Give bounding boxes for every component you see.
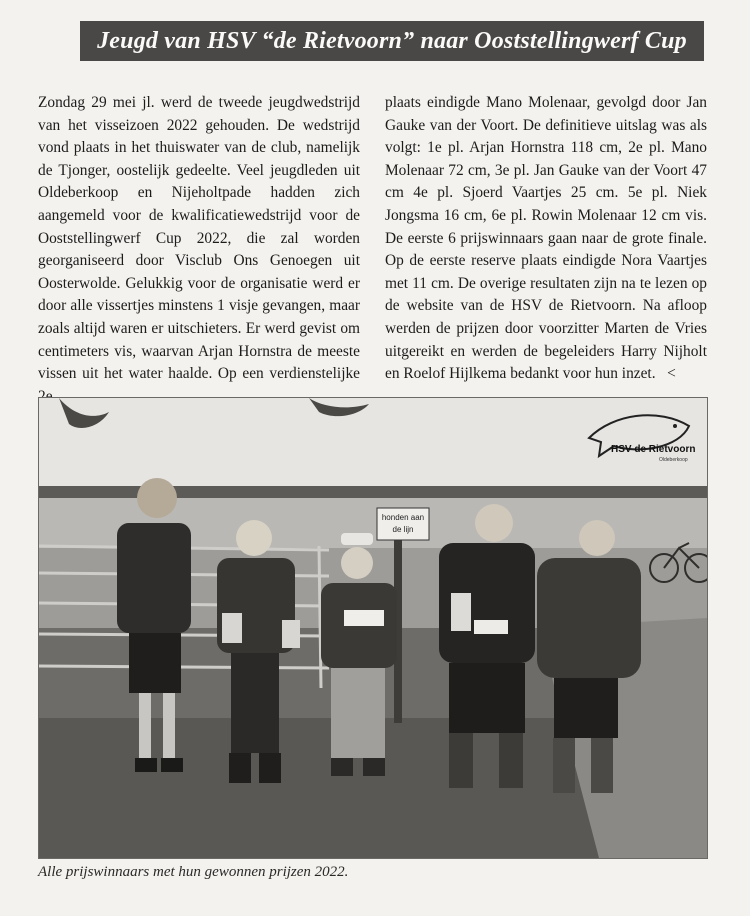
sign-board xyxy=(377,508,429,540)
photo-caption: Alle prijswinnaars met hun gewonnen prijzen 2022. xyxy=(38,864,349,880)
article-body-right xyxy=(385,92,707,386)
logo-subtext: Oldeberkoop xyxy=(659,457,688,463)
article-title: Jeugd van HSV “de Rietvoorn” naar Ooststellingwerf Cup xyxy=(97,27,687,54)
photo-scene xyxy=(39,398,707,858)
end-mark: < xyxy=(667,365,676,383)
logo-text: HSV de Rietvoorn xyxy=(611,444,696,455)
trophy-icon-2 xyxy=(451,593,471,631)
sign-text-2: de lijn xyxy=(392,525,414,534)
article-title-bar xyxy=(80,21,704,61)
article-body-left: Zondag 29 mei jl. werd de tweede jeugdwedstrijd van het visseizoen 2022 gehouden. De wedstrijd vond plaats in het thuiswater van de club, namelijk de Tjonger, oostelijk gedeelte. Veel jeugdleden uit Oldeberkoop en Nijeholtpade hadden zich aangemeld voor de kwalificatiewedstrijd voor de Ooststellingwerf Cup 2022, die zal worden georganiseerd door Visclub Ons Genoegen uit Oosterwolde. Gelukkig voor de organisatie werd er door alle vissertjes minstens 1 visje gevangen, maar zoals altijd waren er uitschieters. Er werd gevist om centimeters vis, waarvan Arjan Hornstra de meeste vissen uit het water haalde. Op een verdienstelijke xyxy=(38,94,360,383)
article-column-right xyxy=(385,92,707,386)
group-photo xyxy=(38,397,708,859)
sign-text-1: honden aan xyxy=(381,513,425,522)
article-column-left xyxy=(38,92,360,408)
article-body-right-text: plaats eindigde Mano Molenaar, gevolgd door Jan Gauke van der Voort. De definitieve uitslag was als volgt: 1e pl. Arjan Hornstra 118 cm, 2e pl. Mano Molenaar 72 cm, 3e pl. Jan Gauke van der Voort 47 cm 4e pl. Sjoerd Vaartjes 25 cm. 5e pl. Niek Jongsma 16 cm, 6e pl. Rowin Molenaar 12 cm vis. De eerste 6 prijswinnaars gaan naar de grote finale. Op de eerste reserve plaats eindigde Nora Vaartjes met 11 cm. De overige resultaten zijn na te lezen op de website van de HSV de Rietvoorn. Na afloop werden de prijzen door voorzitter Marten de Vries uitgereikt en werden de begeleiders Harry Nijholt en Roelof Hijlkema bedankt voor hun inzet. xyxy=(385,94,707,383)
